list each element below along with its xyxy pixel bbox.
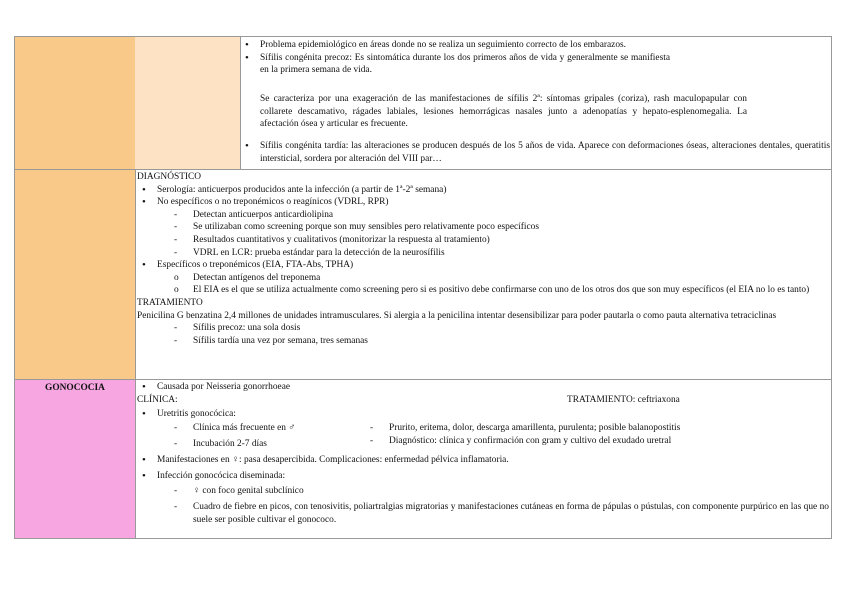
- list-item: - Prurito, eritema, dolor, descarga amarillenta, purulenta; posible balanopostitis: [333, 422, 833, 435]
- subcategory-cell: [135, 37, 241, 169]
- category-label: GONOCOCIA: [45, 383, 105, 393]
- row-gonococia: [14, 379, 832, 539]
- category-cell: [15, 380, 136, 538]
- list-item: - Clínica más frecuente en ♂: [137, 422, 347, 435]
- list-item: - Cuadro de fiebre en picos, con tenosivitis, poliartralgias migratorias y manifestaciones cutáneas en forma de pápulas o pústulas, con componente purpúrico en las que no suele ser posible cultivar el gonococo.: [137, 501, 829, 526]
- list-item: - Diagnóstico: clínica y confirmación con gram y cultivo del exudado uretral: [333, 435, 833, 448]
- list-item: - Sífilis precoz: una sola dosis: [137, 322, 829, 335]
- section-heading: TRATAMIENTO: [137, 297, 203, 308]
- row-diagnostico: [14, 169, 832, 380]
- list-item: • Manifestaciones en ♀: pasa desapercibida. Complicaciones: enfermedad pélvica inflamatoria.: [137, 454, 829, 467]
- section-heading: DIAGNÓSTICO: [137, 172, 202, 182]
- category-cell: [15, 37, 136, 169]
- list-item: • No específicos o no treponémicos o reagínicos (VDRL, RPR): [137, 196, 829, 209]
- list-item: • Específicos o treponémicos (EIA, FTA-Abs, TPHA): [137, 259, 829, 272]
- list-item: • Infección gonocócica diseminada:: [137, 470, 829, 483]
- list-item: • Serología: anticuerpos producidos ante la infección (a partir de 1ª-2ª semana): [137, 184, 829, 197]
- list-item: • Causada por Neisseria gonorrhoeae: [137, 381, 829, 394]
- clinica-heading: CLÍNICA:: [137, 394, 178, 405]
- tratamiento-heading: TRATAMIENTO: ceftriaxona: [567, 394, 680, 405]
- list-item: o El EIA es el que se utiliza actualmente como screening pero si es positivo debe confirmarse con uno de los otros dos que son muy específicos (el EIA no lo es tanto): [137, 284, 829, 297]
- list-item: • Sífilis congénita precoz: Es sintomática durante los dos primeros años de vida y generalmente se manifiesta en la primera semana de vida.: [240, 52, 670, 77]
- list-item: - ♀ con foco genital subclínico: [137, 485, 829, 498]
- list-item: - VDRL en LCR: prueba estándar para la detección de la neurosífilis: [137, 247, 829, 260]
- list-item: • Problema epidemiológico en áreas donde no se realiza un seguimiento correcto de los embarazos.: [240, 39, 670, 52]
- precoz-detail: Se caracteriza por una exageración de las manifestaciones de sífilis 2ª: síntomas gripales (coriza), rash maculopapular con collarete descamativo, rágades labiales, lesiones hemorrágicas nasales junto a adenopatías y hepato-esplenomegalia. La afectación ósea y articular es frecuente.: [260, 94, 747, 130]
- list-item: - Detectan anticuerpos anticardiolipina: [137, 209, 829, 222]
- content-cell: [240, 37, 831, 169]
- content-cell: [135, 380, 831, 538]
- list-item: - Resultados cuantitativos y cualitativos (monitorizar la respuesta al tratamiento): [137, 234, 829, 247]
- list-item: - Incubación 2-7 días: [137, 438, 347, 451]
- list-item: • Uretritis gonocócica:: [137, 408, 829, 421]
- content-cell: [135, 170, 831, 379]
- list-item: - Sífilis tardía una vez por semana, tres semanas: [137, 335, 829, 348]
- list-item: - Se utilizaban como screening porque son muy sensibles pero relativamente poco específicos: [137, 221, 829, 234]
- treatment-text: Penicilina G benzatina 2,4 millones de unidades intramusculares. Si alergia a la penicilina intentar desensibilizar para poder pautarla o como pauta alternativa tetraciclinas: [137, 310, 777, 321]
- list-item: • Sífilis congénita tardía: las alteraciones se producen después de los 5 años de vida. Aparece con deformaciones óseas, alteraciones dentales, queratitis intersticial, sordera por alteración del VIII par…: [240, 140, 830, 165]
- list-item: o Detectan antígenos del treponema: [137, 272, 829, 285]
- row-sifilis-congenita: [14, 36, 832, 170]
- category-cell: [15, 170, 136, 379]
